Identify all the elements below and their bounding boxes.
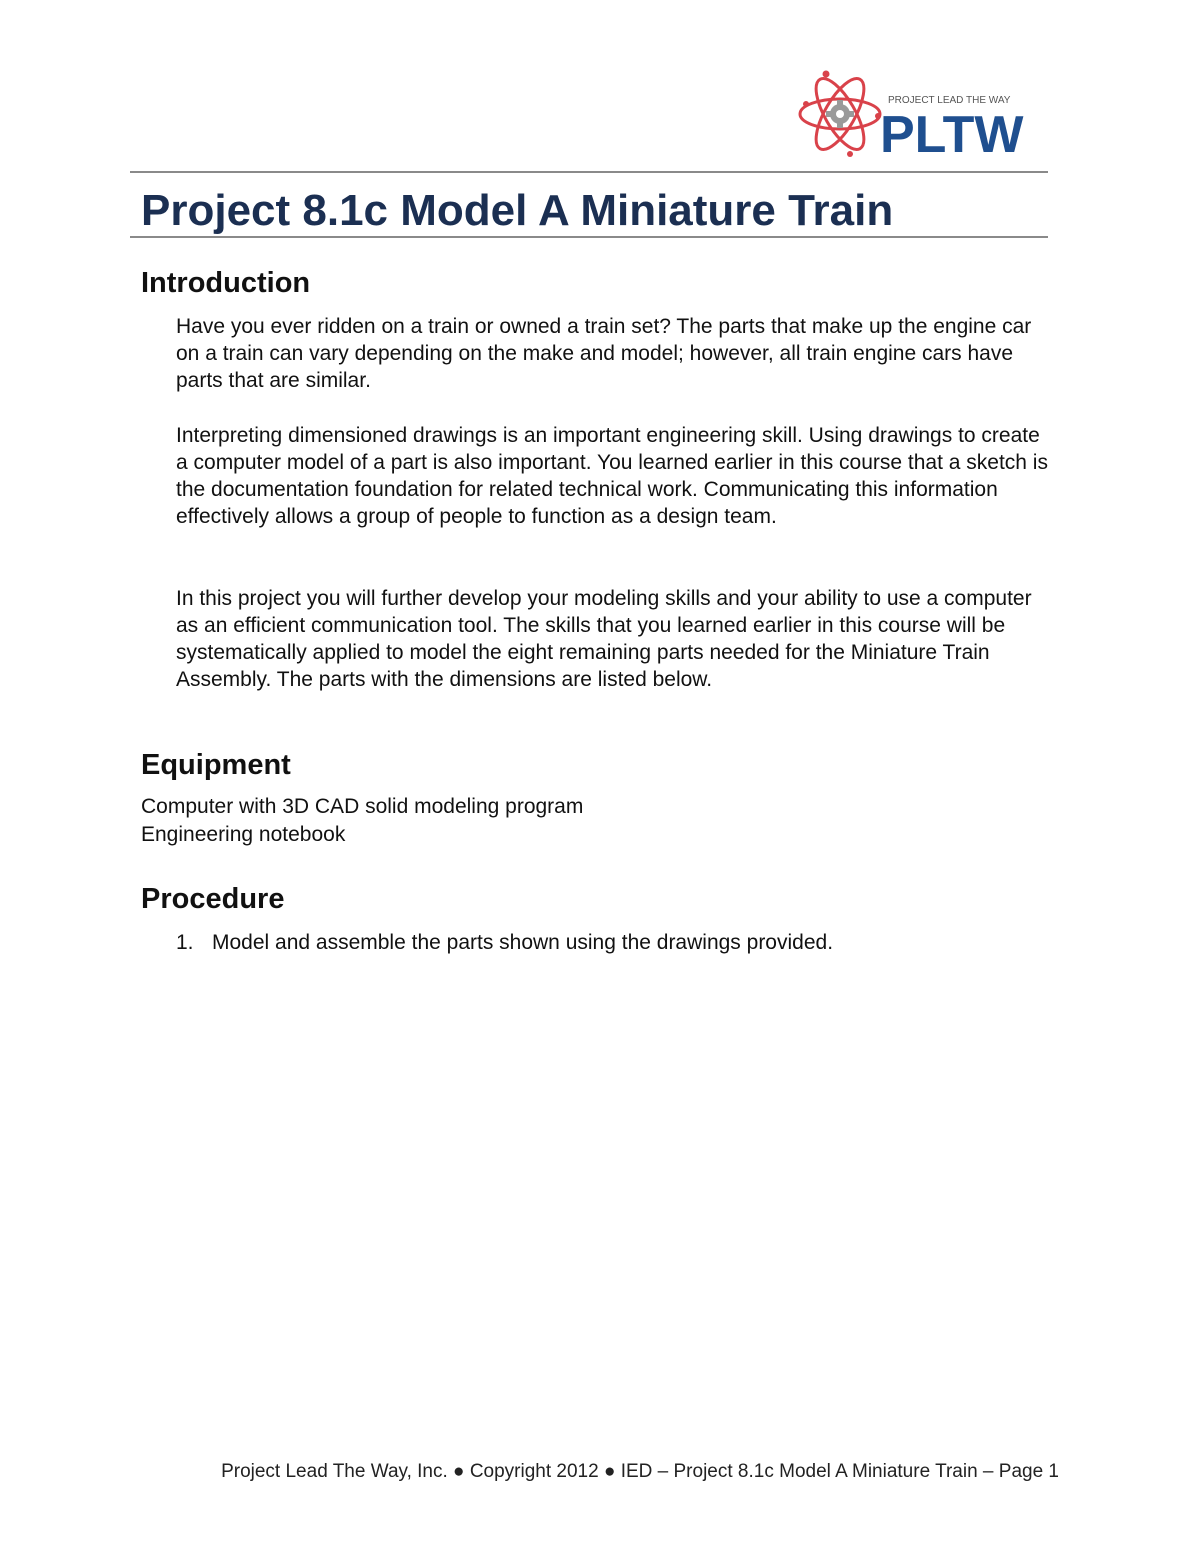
logo-wordmark: PLTW (880, 106, 1024, 162)
gear-icon (826, 100, 854, 128)
introduction-paragraph: Have you ever ridden on a train or owned a train set? The parts that make up the engine car on a train can vary depending on the make and model; however, all train engine cars have parts that are similar. (176, 315, 1032, 392)
introduction-heading: Introduction (141, 267, 311, 299)
title-rule-top (130, 171, 1048, 173)
step-number: 1. (176, 931, 194, 954)
introduction-paragraph: In this project you will further develop your modeling skills and your ability to use a computer as an efficient communication tool. The skills that you learned earlier in this course will be systematically applied to model the eight remaining parts needed for the Miniature Train Assembly. The parts with the dimensions are listed below. (176, 587, 1032, 691)
step-text: Model and assemble the parts shown using the drawings provided. (212, 931, 834, 954)
title-rule-bottom (130, 236, 1048, 238)
page-title: Project 8.1c Model A Miniature Train (141, 186, 894, 235)
page-footer: Project Lead The Way, Inc. ● Copyright 2012 ● IED – Project 8.1c Model A Miniature Train – Page 1 (221, 1461, 1059, 1482)
procedure-heading: Procedure (141, 883, 285, 915)
equipment-heading: Equipment (141, 749, 291, 781)
pltw-logo (796, 66, 1062, 162)
equipment-item: Engineering notebook (141, 823, 346, 846)
procedure-list (176, 929, 833, 956)
introduction-paragraph: Interpreting dimensioned drawings is an important engineering skill. Using drawings to create a computer model of a part is also important. You learned earlier in this course that a sketch is the documentation foundation for related technical work. Communicating this information effectively allows a group of people to function as a design team. (176, 424, 1048, 528)
procedure-step (176, 929, 833, 956)
equipment-list (141, 793, 583, 849)
logo-tagline: PROJECT LEAD THE WAY (888, 95, 1011, 106)
equipment-item: Computer with 3D CAD solid modeling program (141, 795, 584, 818)
